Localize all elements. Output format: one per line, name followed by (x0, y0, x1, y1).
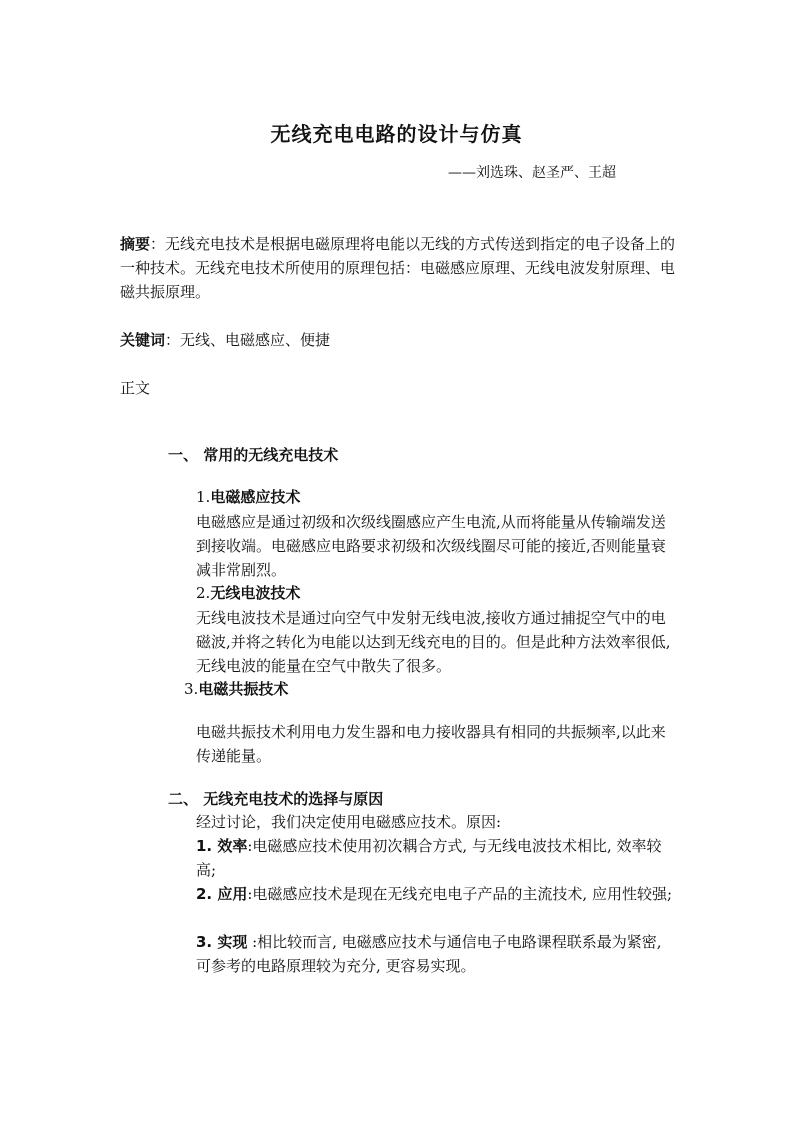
reason-text: :电磁感应技术使用初次耦合方式, 与无线电波技术相比, 效率较高; (196, 837, 662, 879)
body-label: 正文 (120, 379, 151, 397)
keywords-text: 无线、电磁感应、便捷 (180, 331, 331, 349)
abstract-paragraph (120, 232, 680, 304)
section2-reason (196, 930, 674, 978)
item-title: 电磁共振技术 (198, 680, 289, 698)
authors-line: ——刘选珠、赵圣严、王超 (448, 165, 616, 181)
item-number: 1. (196, 488, 211, 506)
section2-heading: 二、 无线充电技术的选择与原因 (168, 790, 384, 808)
reason-text: :电磁感应技术是现在无线充电电子产品的主流技术, 应用性较强; (247, 885, 673, 903)
item-number: 2. (196, 584, 211, 602)
reason-text: :相比较而言, 电磁感应技术与通信电子电路课程联系最为紧密, 可参考的电路原理较为充分, 更容易实现。 (196, 933, 662, 975)
section2-reason (196, 834, 674, 882)
abstract-sep: ： (150, 235, 166, 253)
reason-label: 2. 应用 (196, 885, 248, 903)
item-title: 电磁感应技术 (210, 488, 301, 506)
abstract-text: 无线充电技术是根据电磁原理将电能以无线的方式传送到指定的电子设备上的一种技术。无线充电技术所使用的原理包括：电磁感应原理、无线电波发射原理、电磁共振原理。 (120, 235, 676, 301)
section1-heading: 一、 常用的无线充电技术 (168, 446, 339, 464)
reason-label: 3. 实现 (196, 933, 248, 951)
keywords-label: 关键词 (120, 331, 166, 349)
section1-item-text: 电磁感应是通过初级和次级线圈感应产生电流,从而将能量从传输端发送到接收端。电磁感应电路要求初级和次级线圈尽可能的接近,否则能量衰减非常剧烈。 (196, 513, 666, 579)
abstract-label: 摘要 (120, 235, 151, 253)
item-number: 3. (184, 680, 199, 698)
item-title: 无线电波技术 (210, 584, 301, 602)
section1-item-title (196, 581, 300, 605)
section2-intro: 经过讨论，我们决定使用电磁感应技术。原因: (196, 813, 502, 831)
section1-item-title (196, 485, 300, 509)
reason-label: 1. 效率 (196, 837, 248, 855)
section2-reason (196, 882, 674, 906)
section1-item-text: 无线电波技术是通过向空气中发射无线电波,接收方通过捕捉空气中的电磁波,并将之转化为电能以达到无线充电的目的。但是此种方法效率很低,无线电波的能量在空气中散失了很多。 (196, 609, 671, 675)
section1-item-text: 电磁共振技术利用电力发生器和电力接收器具有相同的共振频率,以此来传递能量。 (196, 723, 666, 765)
section1-item-title (184, 677, 288, 701)
keywords-paragraph (120, 328, 680, 352)
document-title: 无线充电电路的设计与仿真 (270, 122, 523, 146)
keywords-sep: ： (165, 331, 181, 349)
